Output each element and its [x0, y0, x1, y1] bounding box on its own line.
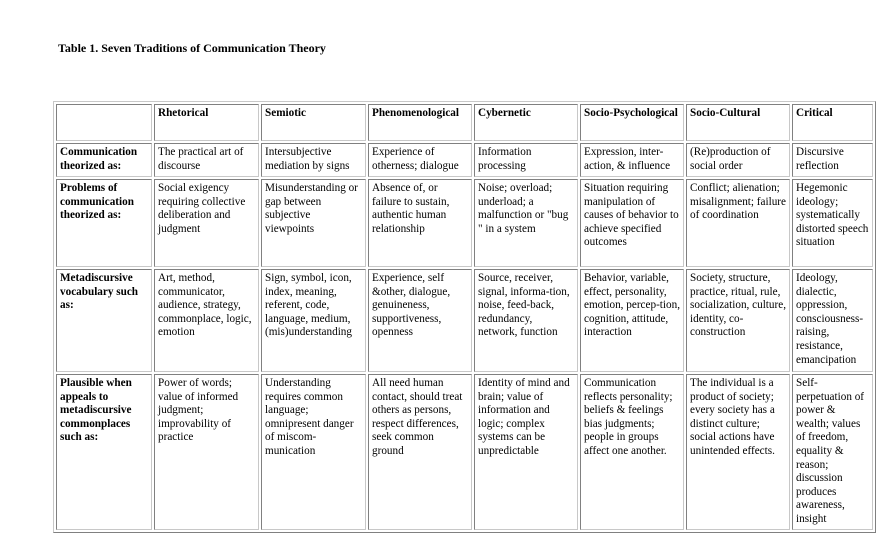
- table-cell: Power of words; value of informed judgment; improvability of practice: [154, 374, 259, 530]
- row-label: Communication theorized as:: [56, 143, 152, 177]
- table-cell: Information processing: [474, 143, 578, 177]
- table-cell: (Re)production of social order: [686, 143, 790, 177]
- table-cell: Society, structure, practice, ritual, rule, socialization, culture, identity, co-construction: [686, 269, 790, 372]
- table-cell: All need human contact, should treat others as persons, respect differences, seek common ground: [368, 374, 472, 530]
- table-cell: Discursive reflection: [792, 143, 873, 177]
- table-cell: Identity of mind and brain; value of information and logic; complex systems can be unpredictable: [474, 374, 578, 530]
- table-cell: Hegemonic ideology; systematically distorted speech situation: [792, 179, 873, 267]
- column-header-semiotic: Semiotic: [261, 104, 366, 141]
- table-row-vocabulary: [56, 269, 873, 372]
- table-cell: Conflict; alienation; misalignment; failure of coordination: [686, 179, 790, 267]
- corner-cell: [56, 104, 152, 141]
- row-label: Metadiscursive vocabulary such as:: [56, 269, 152, 372]
- table-cell: Self-perpetuation of power & wealth; values of freedom, equality & reason; discussion produces awareness, insight: [792, 374, 873, 530]
- traditions-table: [53, 101, 876, 533]
- table-caption: Table 1. Seven Traditions of Communication Theory: [58, 41, 326, 55]
- table-row-problems: [56, 179, 873, 267]
- table-cell: Expression, inter-action, & influence: [580, 143, 684, 177]
- table-cell: Misunderstanding or gap between subjective viewpoints: [261, 179, 366, 267]
- column-header-socio-psychological: Socio-Psychological: [580, 104, 684, 141]
- column-header-socio-cultural: Socio-Cultural: [686, 104, 790, 141]
- table-cell: Experience of otherness; dialogue: [368, 143, 472, 177]
- table-cell: Intersubjective mediation by signs: [261, 143, 366, 177]
- table-cell: Noise; overload; underload; a malfunction or "bug " in a system: [474, 179, 578, 267]
- table-cell: Situation requiring manipulation of causes of behavior to achieve specified outcomes: [580, 179, 684, 267]
- table-cell: Sign, symbol, icon, index, meaning, referent, code, language, medium, (mis)understanding: [261, 269, 366, 372]
- table-cell: Understanding requires common language; omnipresent danger of miscom-munication: [261, 374, 366, 530]
- table-cell: The practical art of discourse: [154, 143, 259, 177]
- table-cell: Experience, self &other, dialogue, genuineness, supportiveness, openness: [368, 269, 472, 372]
- table-cell: Ideology, dialectic, oppression, consciousness-raising, resistance, emancipation: [792, 269, 873, 372]
- table-cell: Behavior, variable, effect, personality, emotion, percep-tion, cognition, attitude, interaction: [580, 269, 684, 372]
- row-label: Problems of communication theorized as:: [56, 179, 152, 267]
- table-cell: Absence of, or failure to sustain, authentic human relationship: [368, 179, 472, 267]
- column-header-critical: Critical: [792, 104, 873, 141]
- table-cell: Communication reflects personality; beliefs & feelings bias judgments; people in groups affect one another.: [580, 374, 684, 530]
- column-header-cybernetic: Cybernetic: [474, 104, 578, 141]
- column-header-rhetorical: Rhetorical: [154, 104, 259, 141]
- header-row: [56, 104, 873, 141]
- column-header-phenomenological: Phenomenological: [368, 104, 472, 141]
- table-cell: The individual is a product of society; every society has a distinct culture; social actions have unintended effects.: [686, 374, 790, 530]
- table-row-plausible: [56, 374, 873, 530]
- table-cell: Source, receiver, signal, informa-tion, noise, feed-back, redundancy, network, function: [474, 269, 578, 372]
- table-cell: Social exigency requiring collective deliberation and judgment: [154, 179, 259, 267]
- table-cell: Art, method, communicator, audience, strategy, commonplace, logic, emotion: [154, 269, 259, 372]
- table-row-communication-theorized: [56, 143, 873, 177]
- row-label: Plausible when appeals to metadiscursive commonplaces such as:: [56, 374, 152, 530]
